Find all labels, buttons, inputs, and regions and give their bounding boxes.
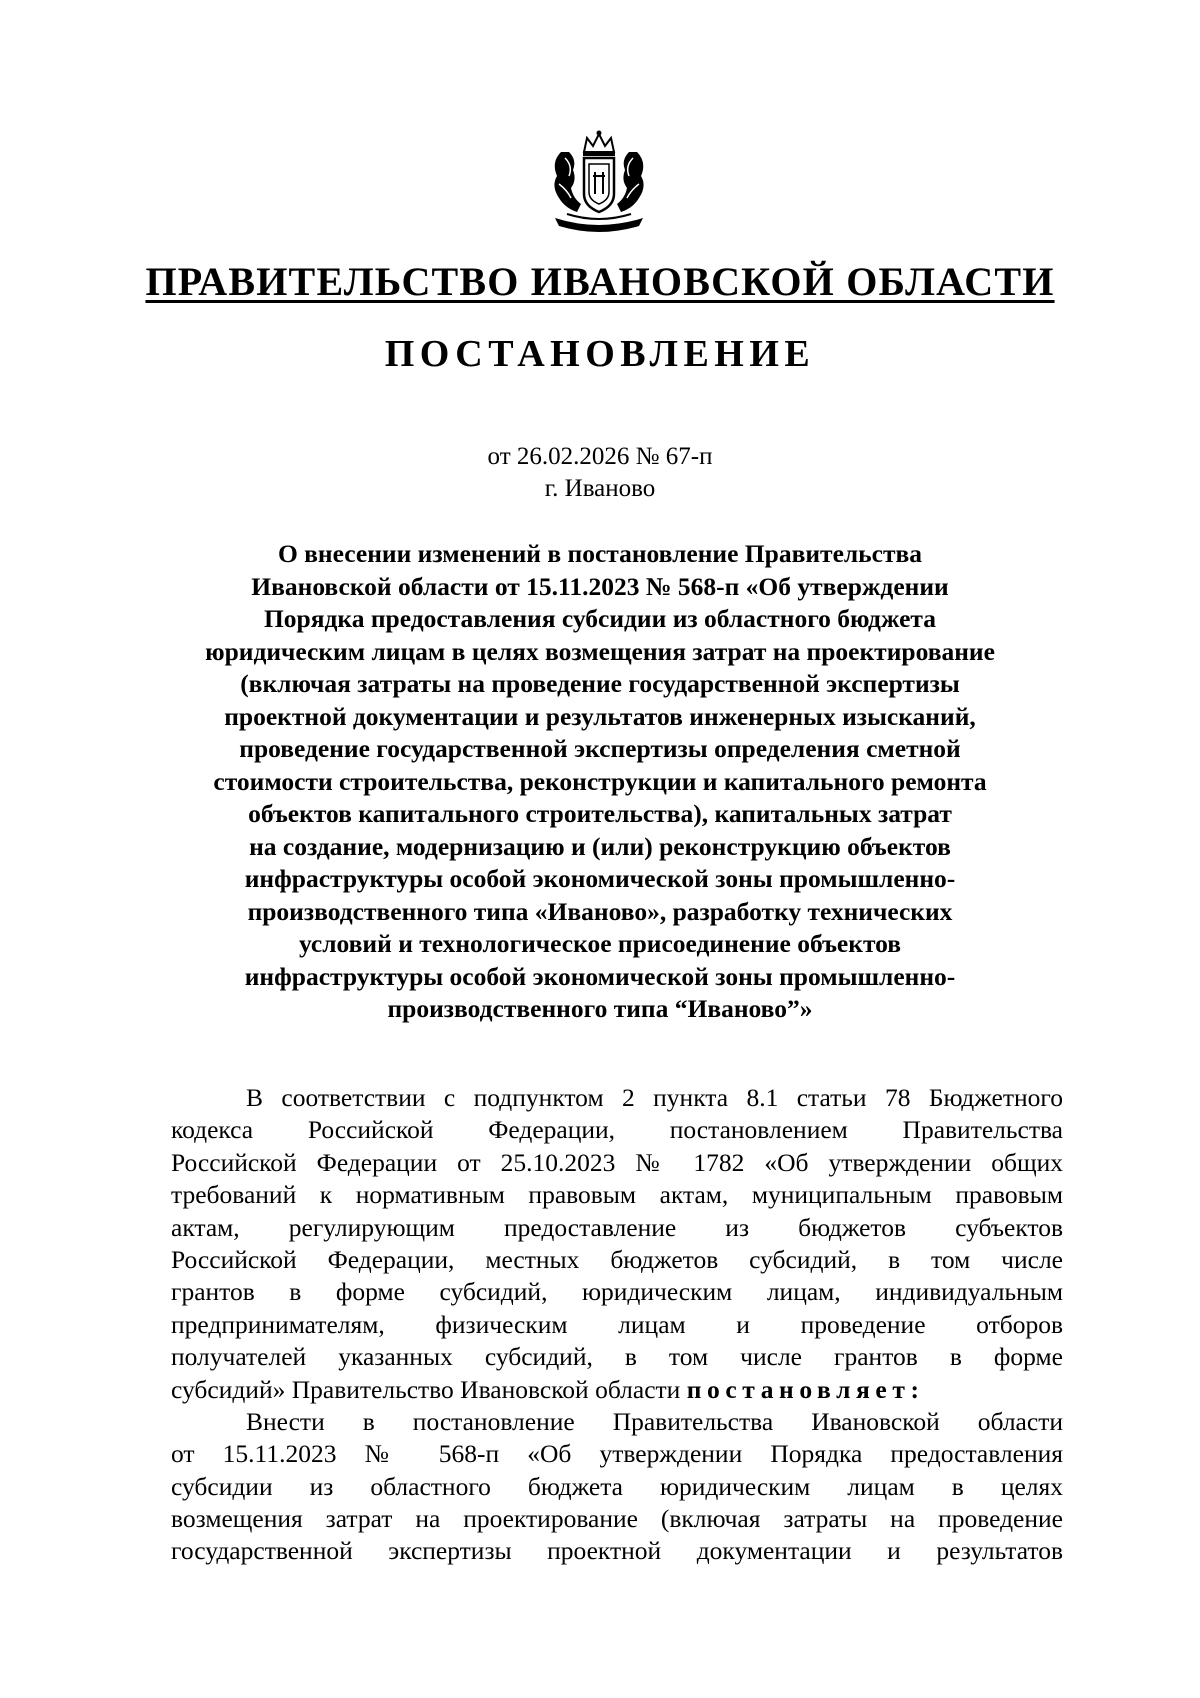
subject-line: проведение государственной экспертизы определения сметной bbox=[239, 734, 961, 763]
body-line: грантов в форме субсидий, юридическим лицам, индивидуальным bbox=[171, 1277, 1063, 1307]
document-subject bbox=[150, 538, 1050, 1026]
body-line: кодекса Российской Федерации, постановлением Правительства bbox=[171, 1115, 1063, 1145]
body-line: требований к нормативным правовым актам, муниципальным правовым bbox=[171, 1180, 1063, 1210]
government-title-text: ПРАВИТЕЛЬСТВО ИВАНОВСКОЙ ОБЛАСТИ bbox=[145, 259, 1055, 304]
body-line: субсидии из областного бюджета юридическим лицам в целях bbox=[171, 1471, 1063, 1501]
subject-line: инфраструктуры особой экономической зоны промышленно- bbox=[244, 864, 956, 893]
body-line-last bbox=[171, 1374, 1063, 1406]
paragraph-preamble bbox=[171, 1082, 1063, 1406]
subject-line: Ивановской области от 15.11.2023 № 568-п «Об утверждении bbox=[251, 571, 949, 601]
subject-line: юридическим лицам в целях возмещения затрат на проектирование bbox=[205, 636, 995, 666]
body-line: от 15.11.2023 № 568-п «Об утверждении Порядка предоставления bbox=[171, 1439, 1063, 1469]
subject-line: проектной документации и результатов инженерных изысканий, bbox=[224, 701, 976, 731]
body-line: государственной экспертизы проектной документации и результатов bbox=[171, 1536, 1063, 1566]
government-title bbox=[0, 258, 1200, 306]
body-line: Российской Федерации от 25.10.2023 № 1782 «Об утверждении общих bbox=[171, 1147, 1063, 1177]
document-body bbox=[171, 1082, 1063, 1568]
date-number: от 26.02.2026 № 67-п bbox=[487, 443, 713, 470]
paragraph-amendment bbox=[171, 1406, 1063, 1568]
resolution-keyword: постановляет: bbox=[686, 1374, 925, 1404]
subject-line: Порядка предоставления субсидии из областного бюджета bbox=[263, 604, 937, 633]
subject-line: производственного типа «Иваново», разработку технических bbox=[247, 896, 953, 926]
body-line: Внести в постановление Правительства Ивановской области bbox=[246, 1406, 1063, 1436]
body-line: возмещения затрат на проектирование (включая затраты на проведение bbox=[171, 1504, 1063, 1534]
subject-line: на создание, модернизацию и (или) реконструкцию объектов bbox=[249, 831, 951, 861]
subject-line: инфраструктуры особой экономической зоны промышленно- bbox=[244, 961, 956, 991]
subject-line: условий и технологическое присоединение объектов bbox=[298, 929, 902, 958]
city: г. Иваново bbox=[544, 475, 656, 502]
body-line-prefix: субсидий» Правительство Ивановской области bbox=[171, 1374, 681, 1404]
body-line: предпринимателям, физическим лицам и проведение отборов bbox=[171, 1309, 1063, 1339]
body-line: получателей указанных субсидий, в том числе грантов в форме bbox=[171, 1342, 1063, 1372]
subject-line: объектов капитального строительства), капитальных затрат bbox=[248, 799, 952, 828]
subject-line: стоимости строительства, реконструкции и капитального ремонта bbox=[213, 766, 987, 796]
subject-line: (включая затраты на проведение государственной экспертизы bbox=[240, 669, 960, 698]
body-line: Российской Федерации, местных бюджетов субсидий, в том числе bbox=[171, 1244, 1063, 1274]
body-line: актам, регулирующим предоставление из бюджетов субъектов bbox=[171, 1212, 1063, 1242]
subject-line: производственного типа “Иваново”» bbox=[387, 994, 813, 1023]
subject-line: О внесении изменений в постановление Правительства bbox=[277, 539, 923, 568]
body-line: В соответствии с подпунктом 2 пункта 8.1 статьи 78 Бюджетного bbox=[246, 1083, 1063, 1112]
coat-of-arms-icon bbox=[547, 128, 651, 236]
document-type: ПОСТАНОВЛЕНИЕ bbox=[384, 333, 816, 375]
